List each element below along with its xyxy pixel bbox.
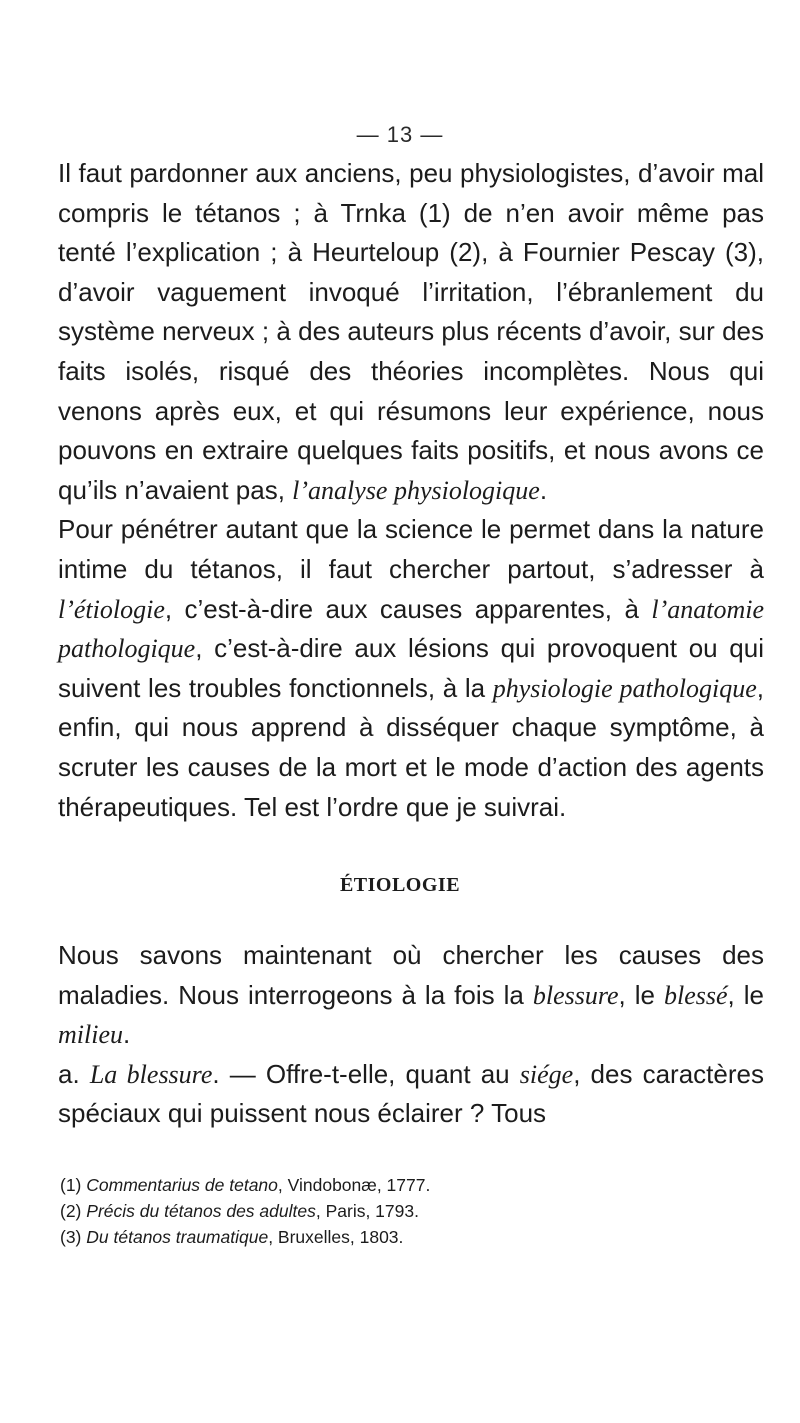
paragraph-4-text-1: a. [58, 1058, 90, 1089]
footnote-title: Précis du tétanos des adultes [86, 1201, 316, 1221]
footnote [60, 1224, 760, 1250]
body-text-upper [58, 154, 764, 827]
paragraph-2-text-3: , c’est-à-dire aux lésions qui provoquent ou qui suivent les troubles fonctionnels, à la [58, 633, 764, 703]
paragraph-3-text-3: , le [727, 979, 764, 1010]
paragraph-2-text-1: Pour pénétrer autant que la science le permet dans la nature intime du tétanos, il faut chercher partout, s’adresser à [58, 514, 764, 584]
footnote-rest: , Paris, 1793. [315, 1201, 419, 1221]
section-heading: ÉTIOLOGIE [339, 874, 461, 896]
paragraph-3 [58, 936, 764, 1055]
paragraph-1-text-1: Il faut pardonner aux anciens, peu physiologistes, d’avoir mal compris le tétanos ; à Trnka (1) de n’en avoir même pas tenté l’explication ; à Heurteloup (2), à Fournier Pescay (3), d’avoir vaguement invoqué l’irritation, l’ébranlement du système nerveux ; à des auteurs plus récents d’avoir, sur des faits isolés, risqué des théories incomplètes. Nous qui venons après eux, et qui résumons leur expérience, nous pouvons en extraire quelques faits positifs, et nous avons ce qu’ils n’avaient pas, [58, 158, 764, 505]
footnote-marker: (1) [60, 1175, 82, 1195]
paragraph-2-italic-2: l’anatomie pathologique [58, 594, 764, 664]
paragraph-4-text-3: , des caractères spéciaux qui puissent nous éclairer ? Tous [58, 1058, 764, 1129]
footnote [60, 1172, 760, 1198]
paragraph-4-italic-1: La blessure [89, 1059, 213, 1089]
page-number: — 13 — [356, 122, 444, 147]
footnotes [60, 1172, 760, 1250]
paragraph-3-text-1: Nous savons maintenant où chercher les causes des maladies. Nous interrogeons à la fois la [58, 940, 764, 1010]
footnote-rest: , Bruxelles, 1803. [268, 1227, 404, 1247]
paragraph-3-italic-2: blessé [664, 980, 728, 1010]
paragraph-1-italic-1: l’analyse physiologique [292, 475, 540, 505]
paragraph-1 [58, 154, 764, 510]
paragraph-2-text-4: , enfin, qui nous apprend à disséquer chaque symptôme, à scruter les causes de la mort et le mode d’action des agents thérapeutiques. Tel est l’ordre que je suivrai. [58, 672, 764, 822]
footnote-marker: (3) [60, 1227, 82, 1247]
paragraph-2-italic-1: l’étiologie [58, 594, 165, 624]
paragraph-1-text-2: . [539, 474, 548, 505]
paragraph-2-text-2: , c’est-à-dire aux causes apparentes, à [164, 593, 652, 624]
body-text-lower [58, 936, 764, 1134]
footnote-title: Du tétanos traumatique [86, 1227, 269, 1247]
paragraph-2-italic-3: physiologie pathologique [492, 673, 757, 703]
paragraph-3-italic-3: milieu [58, 1020, 123, 1050]
footnote-marker: (2) [60, 1201, 82, 1221]
footnote [60, 1198, 760, 1224]
paragraph-2 [58, 510, 764, 827]
paragraph-3-text-2: , le [618, 979, 664, 1010]
paragraph-4-italic-2: siége [519, 1059, 574, 1089]
paragraph-3-text-4: . [123, 1019, 131, 1050]
paragraph-3-italic-1: blessure [532, 980, 619, 1010]
footnote-rest: , Vindobonæ, 1777. [277, 1175, 431, 1195]
footnote-title: Commentarius de tetano [86, 1175, 278, 1195]
paragraph-4 [58, 1055, 764, 1134]
paragraph-4-text-2: . — Offre-t-elle, quant au [212, 1058, 520, 1089]
